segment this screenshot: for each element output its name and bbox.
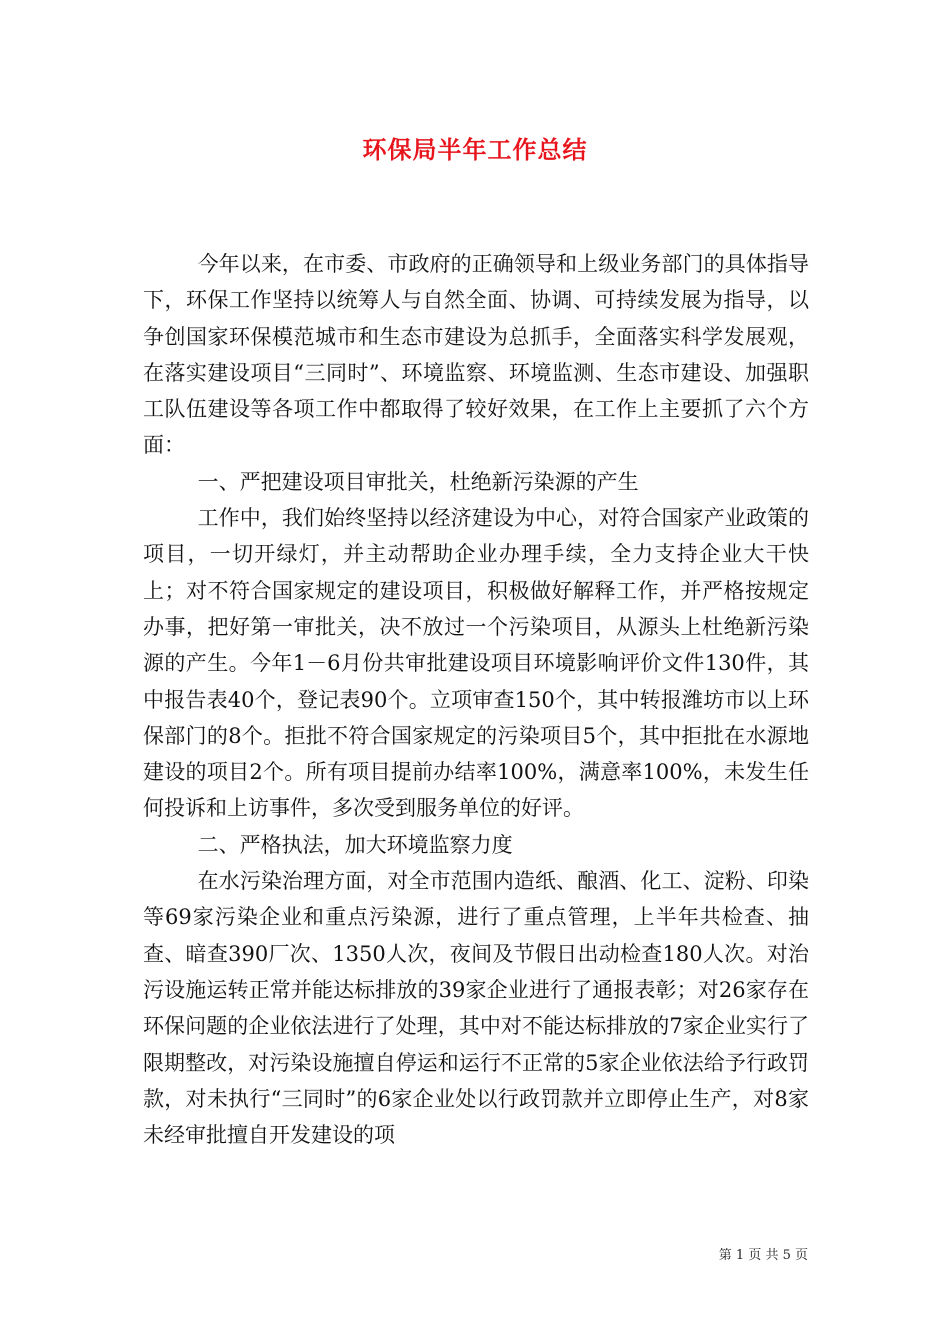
- intro-paragraph: 今年以来，在市委、市政府的正确领导和上级业务部门的具体指导下，环保工作坚持以统筹人与自然全面、协调、可持续发展为指导，以争创国家环保模范城市和生态市建设为总抓手，全面落实科学发展观，在落实建设项目“三同时”、环境监察、环境监测、生态市建设、加强职工队伍建设等各项工作中都取得了较好效果，在工作上主要抓了六个方面：: [143, 252, 809, 458]
- section-heading-2: 二、严格执法，加大环境监察力度: [197, 832, 513, 857]
- document-body: [143, 246, 809, 1153]
- section-1-paragraph: 工作中，我们始终坚持以经济建设为中心，对符合国家产业政策的项目，一切开绿灯，并主动帮助企业办理手续，全力支持企业大干快上；对不符合国家规定的建设项目，积极做好解释工作，并严格按规定办事，把好第一审批关，决不放过一个污染项目，从源头上杜绝新污染源的产生。今年1－6月份共审批建设项目环境影响评价文件130件，其中报告表40个，登记表90个。立项审查150个，其中转报潍坊市以上环保部门的8个。拒批不符合国家规定的污染项目5个，其中拒批在水源地建设的项目2个。所有项目提前办结率100%，满意率100%，未发生任何投诉和上访事件，多次受到服务单位的好评。: [143, 506, 809, 821]
- document-title: 环保局半年工作总结: [362, 135, 588, 164]
- section-heading-1: 一、严把建设项目审批关，杜绝新污染源的产生: [197, 469, 639, 494]
- page-number-footer: 第 1 页 共 5 页: [718, 1248, 808, 1263]
- section-2-paragraph: 在水污染治理方面，对全市范围内造纸、酿酒、化工、淀粉、印染等69家污染企业和重点污染源，进行了重点管理，上半年共检查、抽查、暗查390厂次、1350人次，夜间及节假日出动检查180人次。对治污设施运转正常并能达标排放的39家企业进行了通报表彰；对26家存在环保问题的企业依法进行了处理，其中对不能达标排放的7家企业实行了限期整改，对污染设施擅自停运和运行不正常的5家企业依法给予行政罚款，对未执行“三同时”的6家企业处以行政罚款并立即停止生产，对8家未经审批擅自开发建设的项: [143, 869, 809, 1148]
